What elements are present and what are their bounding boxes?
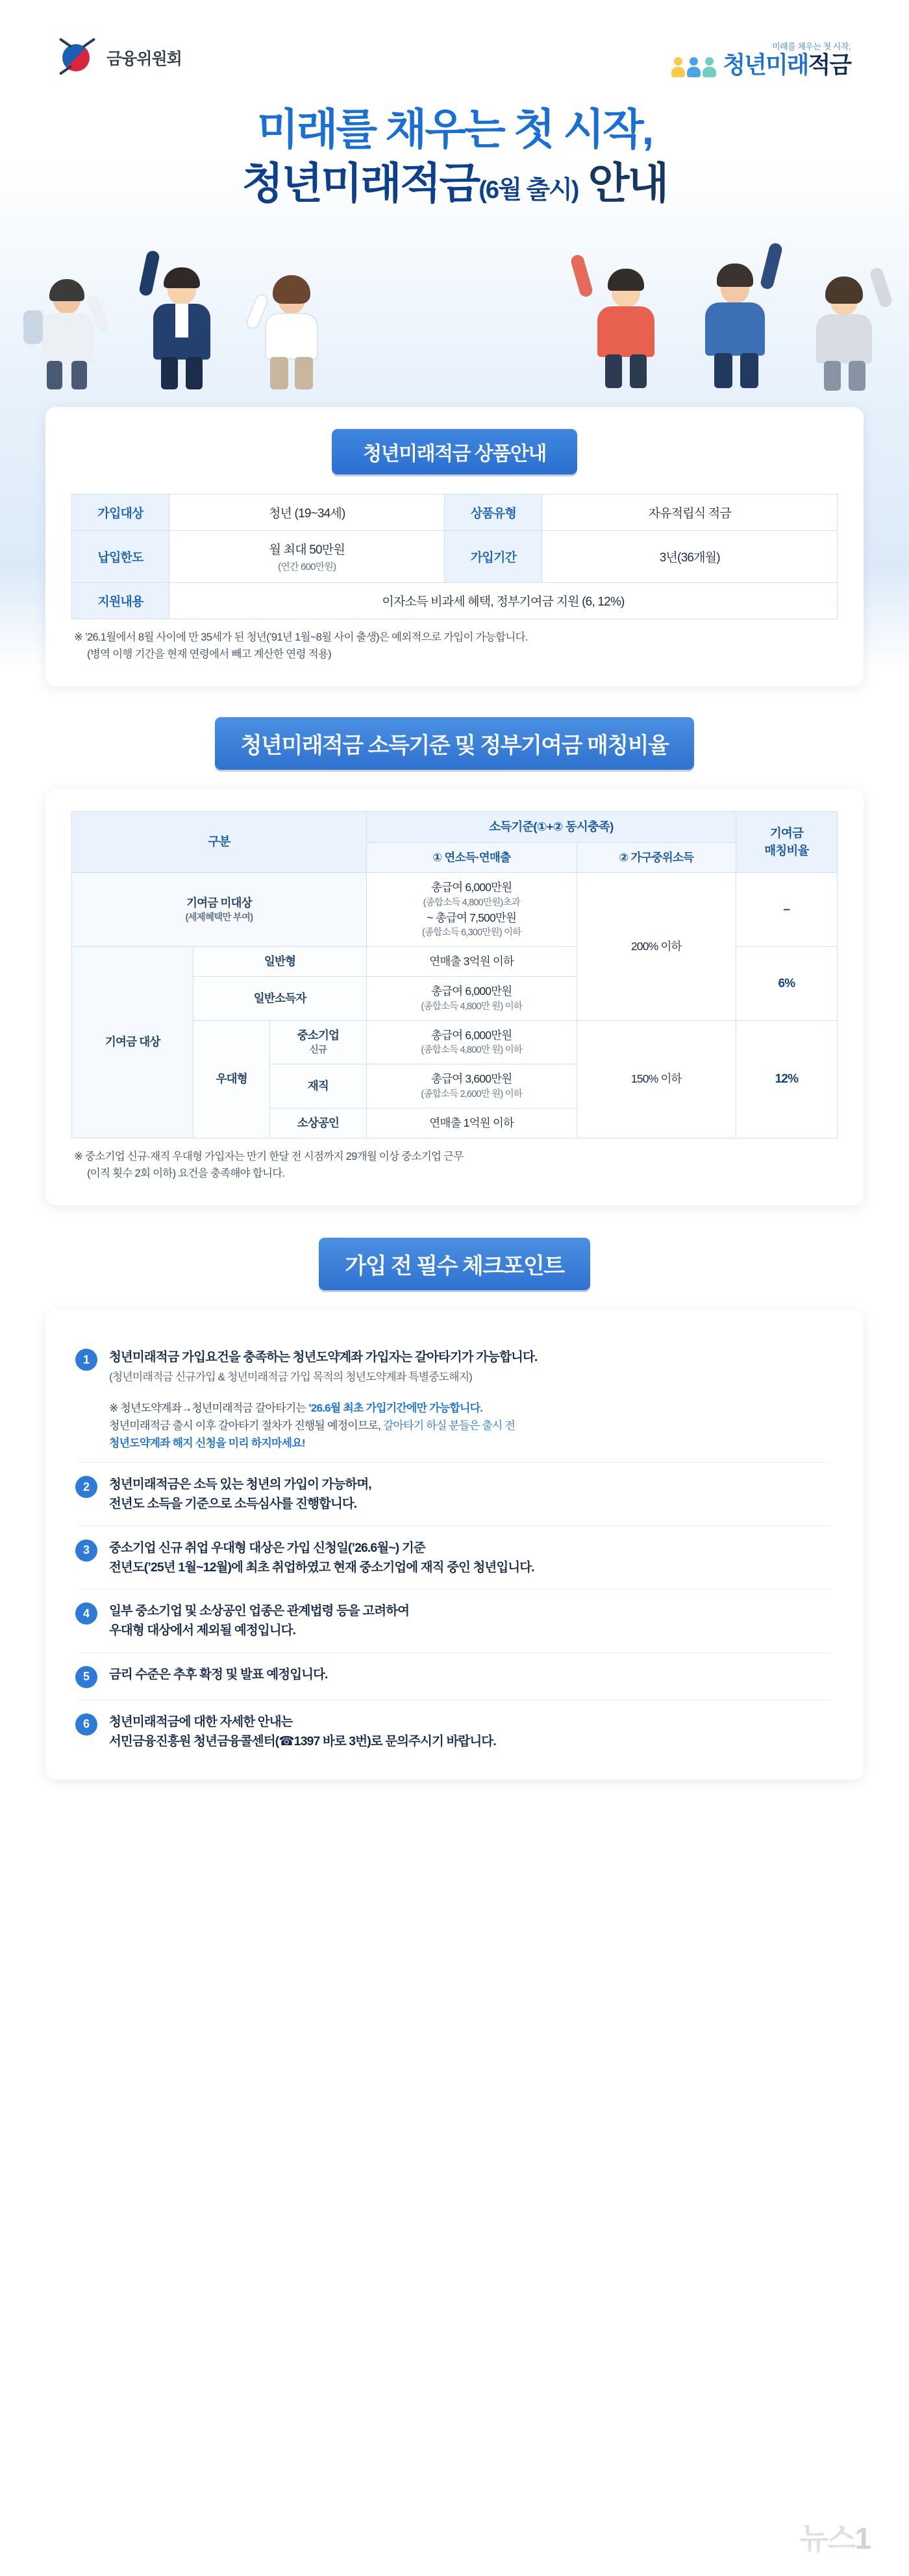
person-illustration-3 [240,256,344,389]
income-section [0,717,909,1205]
list-item [71,1591,838,1650]
fsc-logo [58,39,182,77]
checkpoint-text-2 [109,1475,371,1514]
person-illustration-2 [130,249,234,389]
income-header-division: 구분 [72,812,367,873]
income-header-match [736,812,837,873]
watermark-suffix: 1 [854,2521,870,2555]
product-support-value: 이자소득 비과세 혜택, 정부기여금 지원 (6, 12%) [169,583,838,619]
hero-line-1: 미래를 채우는 첫 시작, [256,105,653,153]
income-row4-income1-sub: (종합소득 2,600만 원) 이하 [421,1088,523,1099]
income-row0-income1-main: 총급여 6,000만원 [431,881,512,894]
income-row3-subtype [270,1020,367,1064]
table-row [72,531,838,583]
list-item [71,1702,838,1761]
income-row0-income1 [366,873,577,947]
income-row4-income1-main: 총급여 3,600만원 [431,1072,512,1086]
checkpoint-note-line1-pre: ※ 청년도약계좌→청년미래적금 갈아타기는 [109,1401,308,1414]
checkpoint-4-sub: 우대형 대상에서 제외될 예정입니다. [109,1623,296,1638]
product-row2-value1-sub: (연간 600만원) [278,561,336,572]
checkpoint-text-4 [109,1601,409,1640]
checkpoints-ribbon-title: 가입 전 필수 체크포인트 [319,1238,590,1290]
income-criteria-table [71,811,838,1138]
income-row0-income1-sub2: (종합소득 6,300만원) 이하 [421,927,521,938]
product-info-table [71,494,838,619]
product-row1-value1-main: 청년 (19~34세) [268,507,345,521]
checkpoint-text-1 [109,1347,537,1386]
government-emblem-icon [58,39,96,77]
checkpoint-text-3 [109,1538,534,1577]
income-row0-match: – [736,873,837,947]
income-row3-type: 우대형 [193,1020,270,1138]
table-row [72,873,838,947]
hero-line-2-suffix: 안내 [578,158,667,207]
hero-title-block [0,77,909,210]
income-header-match-line1: 기여금 [769,826,804,840]
checkpoint-note-block [71,1397,838,1462]
checkpoint-2-main: 청년미래적금은 소득 있는 청년의 가입이 가능하며, [109,1477,371,1492]
income-row3-income1 [366,1020,577,1064]
checkpoint-5-main: 금리 수준은 추후 확정 및 발표 예정입니다. [109,1667,328,1682]
income-row2-income1 [366,977,577,1020]
divider [78,1526,831,1527]
checkpoint-number-3: 3 [75,1539,97,1562]
hero-line-2-main: 청년미래적금 [242,158,479,207]
checkpoint-note-line2-pre: 청년미래적금 출시 이후 갈아타기 절차가 진행될 예정이므로, [109,1419,383,1432]
income-header-match-line2: 매칭비율 [764,843,809,857]
list-item [71,1528,838,1588]
product-card [45,407,864,686]
table-header-row [72,812,838,843]
income-group-target: 기여금 대상 [72,947,193,1138]
table-row [72,583,838,619]
product-note-line2: (병역 이행 기간을 현재 연령에서 빼고 계산한 연령 적용) [87,648,331,660]
checkpoint-4-main: 일부 중소기업 및 소상공인 업종은 관계법령 등을 고려하여 [109,1604,410,1619]
income-header-col2: ② 가구중위소득 [577,842,736,872]
person-illustration-6 [795,256,899,389]
income-row1-type: 일반형 [193,947,366,977]
income-header-standard: 소득기준(①+② 동시충족) [366,812,736,843]
checkpoints-list [71,1337,838,1761]
income-note-line2: (이직 횟수 2회 이하) 요건을 충족해야 합니다. [87,1167,285,1179]
checkpoint-1-sub: (청년미래적금 신규가입 & 청년미래적금 가입 목적의 청년도약계좌 특별중도해지) [109,1371,472,1384]
income-row2-income1-main: 총급여 6,000만원 [431,985,512,998]
brand-name-part1: 청년미래 [723,51,808,78]
checkpoint-text-6 [109,1712,496,1751]
checkpoint-number-6: 6 [75,1713,97,1736]
product-row1-label2: 상품유형 [445,495,542,531]
product-row2-value1-main: 월 최대 50만원 [269,543,345,557]
checkpoint-3-sub: 전년도(’25년 1월~12월)에 최초 취업하였고 현재 중소기업에 재직 중인 청년입니다. [109,1560,534,1575]
person-illustration-1 [19,262,117,389]
checkpoint-6-sub: 서민금융진흥원 청년금융콜센터(☎1397 바로 3번)로 문의주시기 바랍니다. [109,1734,496,1748]
person-illustration-5 [682,243,792,389]
program-brand-logo [671,40,851,77]
checkpoint-note-line2-highlight: 갈아타기 하실 분들은 출시 전 [382,1419,516,1432]
divider [78,1652,831,1653]
income-note [71,1149,838,1182]
income-row3-subtype-sub: 신규 [309,1045,327,1056]
income-row0-group-main: 기여금 미대상 [186,896,252,909]
top-bar [0,0,909,77]
income-row2-income1-sub: (종합소득 4,800만 원) 이하 [421,1001,523,1012]
brand-tagline: 미래를 채우는 첫 시작, [772,41,851,51]
income-row0-income1-sub: (종합소득 4,800만원)초과 [423,897,520,908]
table-row [72,495,838,531]
product-row1-label1: 가입대상 [72,495,169,531]
product-section [0,407,909,686]
income-header-col1: ① 연소득·연매출 [366,842,577,872]
checkpoint-note-line3-highlight: 청년도약계좌 해지 신청을 미리 하지마세요! [109,1437,305,1450]
product-row1-value2: 자유적립식 적금 [542,495,838,531]
income-row3-income2: 150% 이하 [577,1020,736,1138]
checkpoint-6-main: 청년미래적금에 대한 자세한 안내는 [109,1714,293,1729]
news-watermark [800,2515,870,2558]
income-row5-subtype: 소상공인 [270,1108,367,1138]
checkpoints-section [0,1238,909,1780]
income-ribbon-title: 청년미래적금 소득기준 및 정부기여금 매칭비율 [215,717,695,770]
income-row0-income1-main2: ~ 총급여 7,500만원 [427,911,517,924]
checkpoint-number-5: 5 [75,1666,97,1688]
product-row2-label1: 납입한도 [72,531,169,583]
product-support-label: 지원내용 [72,583,169,619]
product-note-line1: ※ ’26.1월에서 8월 사이에 만 35세가 된 청년(’91년 1월~8월 사이 출생)은 예외적으로 가입이 가능합니다. [74,632,528,643]
income-row1-income1: 연매출 3억원 이하 [366,947,577,977]
people-illustration [0,220,909,389]
three-people-icon [671,57,716,77]
income-row3-income1-main: 총급여 6,000만원 [431,1028,512,1042]
person-illustration-4 [571,249,682,389]
checkpoint-1-main: 청년미래적금 가입요건을 충족하는 청년도약계좌 가입자는 갈아타기가 가능합니다. [109,1350,538,1365]
hero-line-2-paren: (6월 출시) [479,176,579,204]
income-row4-subtype: 재직 [270,1064,367,1108]
income-row5-income1: 연매출 1억원 이하 [366,1108,577,1138]
list-item [71,1337,838,1397]
income-row0-income2: 200% 이하 [577,873,736,1021]
checkpoint-number-2: 2 [75,1476,97,1498]
product-row2-value1 [169,531,445,583]
checkpoint-3-main: 중소기업 신규 취업 우대형 대상은 가입 신청일(’26.6월~) 기준 [109,1540,425,1555]
income-card [45,789,864,1205]
income-note-line1: ※ 중소기업 신규·재직 우대형 가입자는 만기 한달 전 시점까지 29개월 이상 중소기업 근무 [74,1151,464,1163]
list-item [71,1654,838,1699]
product-row2-value2: 3년(36개월) [542,531,838,583]
watermark-text: 뉴스 [799,2521,855,2555]
income-row3-income1-sub: (종합소득 4,800만 원) 이하 [421,1045,523,1056]
product-note [71,630,838,663]
product-row1-value1 [169,495,445,531]
income-row4-income1 [366,1064,577,1108]
income-row3-subtype-main: 중소기업 [297,1028,340,1042]
income-row2-subtype: 일반소득자 [193,977,366,1020]
list-item [71,1464,838,1524]
checkpoint-note-line1-highlight: ’26.6월 최초 가입기간에만 가능합니다. [308,1401,483,1414]
checkpoint-2-sub: 전년도 소득을 기준으로 소득심사를 진행합니다. [109,1497,357,1512]
fsc-logo-label: 금융위원회 [106,50,182,68]
checkpoint-text-5 [109,1665,328,1684]
brand-name-part2: 적금 [808,51,851,78]
checkpoint-number-4: 4 [75,1602,97,1625]
product-row2-label2: 가입기간 [445,531,542,583]
income-row3-match: 12% [736,1020,837,1138]
checkpoints-card [45,1310,864,1780]
income-row0-group [72,873,367,947]
income-row1-match: 6% [736,947,837,1021]
divider [78,1462,831,1463]
product-ribbon-title: 청년미래적금 상품안내 [332,429,577,474]
income-row0-group-sub: (세제혜택만 부여) [185,912,253,923]
checkpoint-number-1: 1 [75,1349,97,1371]
